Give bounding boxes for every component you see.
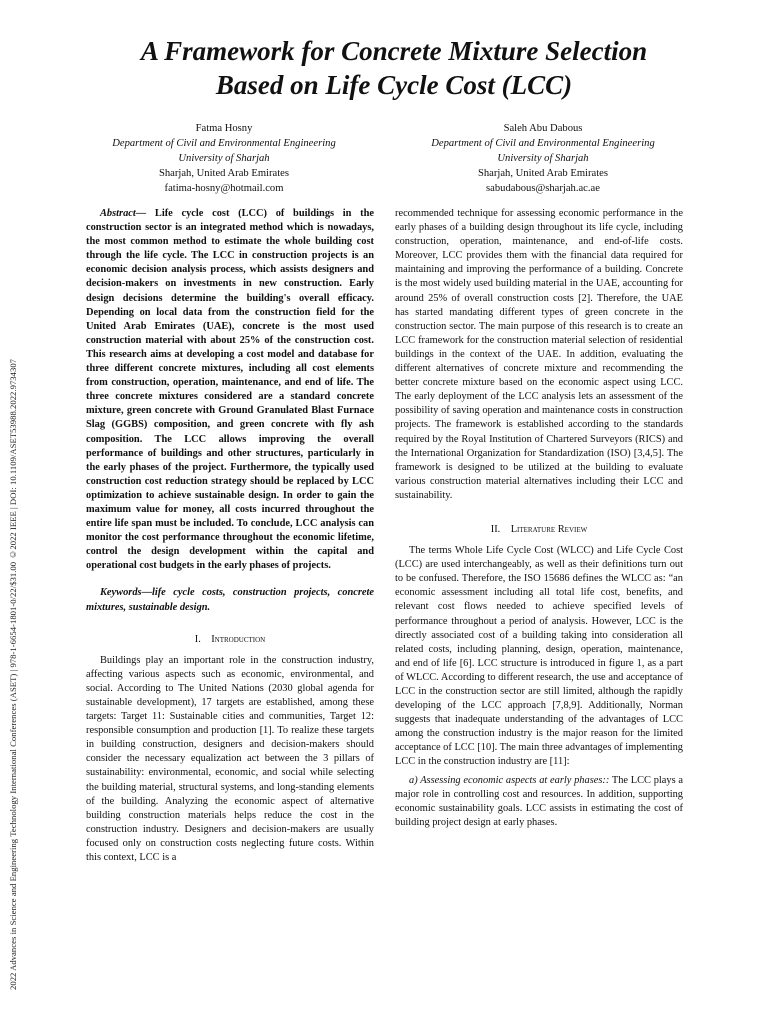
introduction-continued-paragraph: recommended technique for assessing economic performance in the early phases of a building design throughout its life cycle, including construction, operation, maintenance, and end-of-life costs. Moreover, LCC provides them with the financial data required for maintaining and improving the performance of a building. Concrete is the most widely used building material in the UAE, accounting for around 25% of overall construction costs [2]. Therefore, the UAE has started mandating different types of green concrete in the construction sector. The main purpose of this research is to create an LCC framework for the construction material selection of residential buildings in the context of the UAE. In addition, evaluating the different alternatives of concrete mixture and recommending the better concrete mixture based on the economic aspect using LCC. The early deployment of the LCC analysis lets an assessment of the possibility of saving operation and maintenance costs in construction projects. The framework is established according to the standards required by the Royal Institution of Chartered Surveyors (RICS) and the International Organization for Standardization (ISO) [3,4,5]. The framework is designed to be utilized at the building to evaluate various construction material alternatives including their LCC and sustainability. [395,208,683,501]
author-department: Department of Civil and Environmental Engineering [112,138,336,149]
subsection-a-paragraph [395,774,683,830]
left-column [86,207,374,865]
abstract-text: Life cycle cost (LCC) of buildings in the construction sector is an integrated method which is nowadays, the most common method to estimate the whole building cost through the life cycle. The LCC in construction projects is an economic decision analysis process, which assists designers and decision-makers on investments in new construction. Early design decisions determine the building's overall efficacy. Depending on local data from the construction field for the United Arab Emirates (UAE), concrete is the most used construction material with about 25% of the construction cost. This research aims at developing a cost model and database for three different concrete mixtures, including all cost elements from construction, operation, maintenance, and end of life. The three concrete mixtures considered are a standard concrete mixture, green concrete with Ground Granulated Blast Furnace Slag (GGBS) composition, and green concrete with fly ash composition. The LCC allows improving the overall performance of buildings and other structures, particularly in the early phases of the project. Furthermore, the typically used construction cost reduction strategy should be replaced by LCC optimization to achieve sustainable design. In order to gain the maximum value for money, all costs incurred throughout the entire life span must be included. To conclude, LCC analysis can monitor the cost performance throughout the economic lifetime, control the design development within the capital and operational cost budgets in the early phases of projects. [86,208,374,572]
section-heading-literature-review [395,523,683,537]
section-heading-introduction [86,633,374,647]
section-title: Introduction [211,633,266,645]
copyright-side-note: 2022 Advances in Science and Engineering Technology International Conferences (ASET) | 978-1-6654-1801-0/22/$31.00 ©2022 IEEE | DOI: 10.1109/ASET53988.2022.9734307 [8,358,18,990]
section-title: Literature Review [510,523,588,535]
author-university: University of Sharjah [178,153,270,164]
author-university: University of Sharjah [497,153,589,164]
abstract-label: Abstract— [100,208,147,219]
author-block-2 [398,121,688,196]
author-email: sabudabous@sharjah.ac.ae [486,183,600,194]
right-column [395,207,683,830]
author-block-1 [79,121,369,196]
section-number: II. [490,523,501,535]
author-department: Department of Civil and Environmental Engineering [431,138,655,149]
paper-title [50,34,738,102]
subsection-a-label: a) Assessing economic aspects at early phases:: [409,774,610,786]
author-email: fatima-hosny@hotmail.com [164,183,284,194]
author-location: Sharjah, United Arab Emirates [477,168,609,179]
title-line-2: Based on Life Cycle Cost (LCC) [215,70,573,100]
literature-review-paragraph: The terms Whole Life Cycle Cost (WLCC) and Life Cycle Cost (LCC) are used interchangeably, as well as their definitions turn out to be confused. Therefore, the ISO 15686 defines the WLCC as: “an economic assessment including all total life cost, benefits, and relevant cost flows needed to achieve specified levels of performance throughout a period of analysis. However, LCC is the directly associated cost of a building taking into consideration all related costs, including planning, design, operation, maintenance, and end of life [6]. LCC structure is introduced in figure 1, as a part of WLCC. According to different research, the use and acceptance of LCC in the construction sector are still limited, although the rapidly developing of the LCC approach [7,8,9]. Additionally, Norman suggests that inadequate understanding of the advantages of LCC among the construction industry is the major reason for the limited acceptance of LCC [10]. The main three advantages of implementing LCC in the construction industry are [11]: [395,545,683,768]
keywords: Keywords—life cycle costs, construction projects, concrete mixtures, sustainable design. [86,587,374,613]
subsection-a-text: The LCC plays a major role in controlling cost and resources. In addition, supporting economic sustainability goals. LCC assists in estimating the cost of building project design at early phases. [395,774,683,828]
abstract [86,207,374,573]
title-line-1: A Framework for Concrete Mixture Selection [140,36,648,66]
author-name: Saleh Abu Dabous [503,123,583,134]
author-name: Fatma Hosny [195,123,253,134]
author-location: Sharjah, United Arab Emirates [158,168,290,179]
introduction-paragraph: Buildings play an important role in the construction industry, affecting various aspects such as economic, environmental, and social. According to The United Nations (2030 global agenda for sustainable development), 17 targets are established, among these targets: Target 11: Sustainable cities and communities, Target 12: responsible consumption and production [1]. To realize these targets in building construction, designers and decision-makers should consider the necessary equalization act between the 3 pillars of sustainability: environmental, economic, and social while selecting the building material, structural systems, and long-standing elements of the building. Analyzing the economic aspect of alternative building construction materials helps reduce the cost in the construction industry. Designers and decision-makers are usually focused only on construction costs neglecting future costs. Within this context, LCC is a [86,654,374,864]
section-number: I. [194,633,201,645]
